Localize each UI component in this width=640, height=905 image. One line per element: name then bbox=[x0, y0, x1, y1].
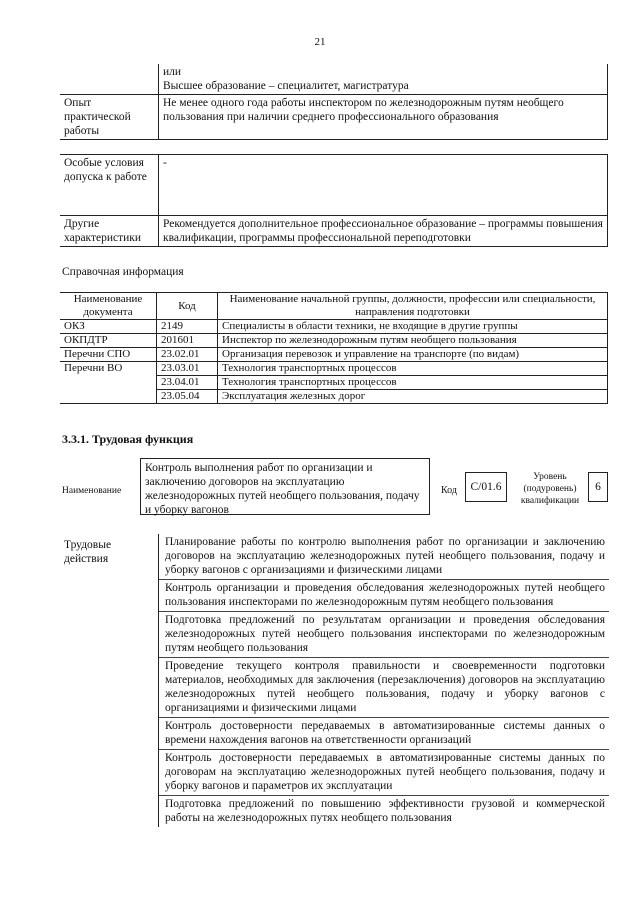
empty-cell bbox=[60, 64, 159, 95]
function-code-label: Код bbox=[441, 485, 457, 496]
education-line: или bbox=[163, 66, 182, 78]
qualification-level-value: 6 bbox=[588, 472, 608, 502]
labor-action-item: Подготовка предложений по повышению эффективности грузовой и коммерческой работы на железнодорожных путях необщего пользования bbox=[165, 798, 605, 824]
name-cell: Инспектор по железнодорожным путям необщего пользования bbox=[218, 334, 608, 348]
other-characteristics-value: Рекомендуется дополнительное профессиональное образование – программы повышения квалификации, программы профессиональной переподготовки bbox=[159, 216, 608, 247]
code-cell: 2149 bbox=[157, 320, 218, 334]
doc-cell: ОКЗ bbox=[60, 320, 157, 334]
special-conditions-label: Особые условия допуска к работе bbox=[60, 155, 159, 216]
labor-action-item: Подготовка предложений по результатам организации и проведения обследования железнодорожных путей необщего пользования инспекторами по железнодорожным путям необщего пользования bbox=[159, 612, 609, 658]
qualification-level-label: Уровень (подуровень) квалификации bbox=[520, 472, 580, 506]
labor-action-item: Контроль организации и проведения обследования железнодорожных путей необщего пользования инспекторами по железнодорожным путям необщего пользования bbox=[159, 580, 609, 612]
reference-table bbox=[60, 292, 608, 404]
page-number: 21 bbox=[314, 36, 326, 48]
name-cell: Организация перевозок и управление на транспорте (по видам) bbox=[218, 348, 608, 362]
education-line: Высшее образование – специалитет, магистратура bbox=[163, 80, 409, 92]
name-cell: Технология транспортных процессов bbox=[218, 362, 608, 376]
doc-cell: Перечни ВО bbox=[60, 362, 157, 404]
name-cell: Технология транспортных процессов bbox=[218, 376, 608, 390]
code-cell: 201601 bbox=[157, 334, 218, 348]
function-name-label: Наименование bbox=[62, 486, 122, 496]
doc-cell: Перечни СПО bbox=[60, 348, 157, 362]
labor-action-item: Контроль достоверности передаваемых в автоматизированные системы данных о времени нахождения вагонов на ответственности организаций bbox=[159, 718, 609, 750]
function-name-value: Контроль выполнения работ по организации и заключению договоров на эксплуатацию железнодорожных путей необщего пользования, подачу и уборку вагонов bbox=[140, 458, 430, 515]
special-conditions-value: - bbox=[159, 155, 608, 216]
conditions-table bbox=[60, 154, 608, 247]
labor-action-item: Проведение текущего контроля правильности и своевременности подготовки материалов, необходимых для заключения (перезаключения) договоров на эксплуатацию железнодорожных путей необщего пользования, подачу и уборку вагонов с организациями и физическими лицами bbox=[159, 658, 609, 718]
header-document: Наименование документа bbox=[60, 293, 157, 320]
code-cell: 23.02.01 bbox=[157, 348, 218, 362]
name-cell: Эксплуатация железных дорог bbox=[218, 390, 608, 404]
table-header-row bbox=[60, 293, 608, 320]
table-row bbox=[60, 362, 608, 376]
doc-cell: ОКПДТР bbox=[60, 334, 157, 348]
table-row bbox=[60, 64, 608, 95]
table-row bbox=[60, 216, 608, 247]
other-characteristics-label: Другие характеристики bbox=[60, 216, 159, 247]
labor-actions-label: Трудовые действия bbox=[64, 539, 112, 565]
table-row bbox=[60, 155, 608, 216]
education-value-cell bbox=[159, 64, 608, 95]
experience-label: Опыт практической работы bbox=[60, 95, 159, 140]
labor-actions-list bbox=[158, 534, 609, 827]
table-row bbox=[60, 348, 608, 362]
table-row bbox=[60, 320, 608, 334]
code-cell: 23.03.01 bbox=[157, 362, 218, 376]
code-cell: 23.04.01 bbox=[157, 376, 218, 390]
name-cell: Специалисты в области техники, не входящие в другие группы bbox=[218, 320, 608, 334]
education-experience-table bbox=[60, 64, 608, 140]
header-name: Наименование начальной группы, должности, профессии или специальности, направления подготовки bbox=[218, 293, 608, 320]
function-code-value: C/01.6 bbox=[465, 472, 507, 502]
reference-heading: Справочная информация bbox=[62, 266, 184, 278]
table-row bbox=[60, 95, 608, 140]
function-heading: 3.3.1. Трудовая функция bbox=[62, 432, 194, 446]
header-code: Код bbox=[157, 293, 218, 320]
labor-action-item: Контроль достоверности передаваемых в автоматизированные системы данных по договорам на эксплуатацию железнодорожных путей необщего пользования, подачу и уборку вагонов и параметров их эксплуатации bbox=[159, 750, 609, 796]
labor-action-item: Планирование работы по контролю выполнения работ по организации и заключению договоров на эксплуатацию железнодорожных путей необщего пользования, подачу и уборку вагонов с организациями и физическими лицами bbox=[159, 534, 609, 580]
table-row bbox=[60, 334, 608, 348]
code-cell: 23.05.04 bbox=[157, 390, 218, 404]
experience-value: Не менее одного года работы инспектором по железнодорожным путям необщего пользования при наличии среднего профессионального образования bbox=[159, 95, 608, 140]
